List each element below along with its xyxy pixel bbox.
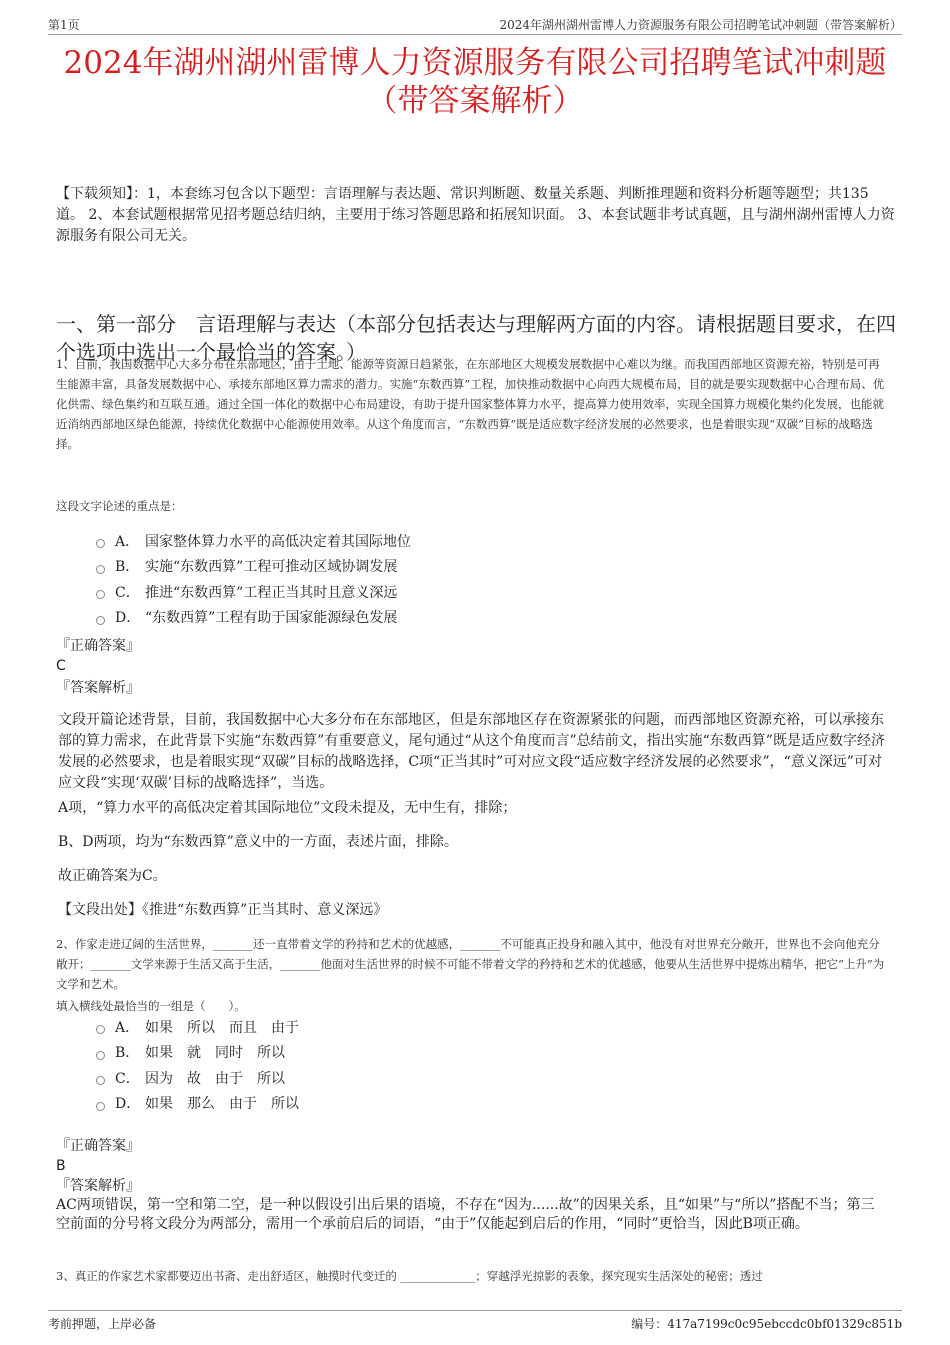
q1-answer: C (56, 658, 66, 674)
radio-icon[interactable] (96, 1025, 105, 1034)
radio-icon[interactable] (96, 565, 105, 574)
q2-analysis: AC两项错误，第一空和第二空，是一种以假设引出后果的语境，不存在“因为......故”的因果关系，且“如果”与“所以”搭配不当；第三空前面的分号将文段分为两部分，需用一个承前启后的词语，“由于”仅能起到启后的作用，“同时”更恰当，因此B项正确。 (56, 1197, 875, 1232)
q1-analysis-4: 故正确答案为C。 (58, 868, 167, 884)
footer-slogan: 考前押题，上岸必备 (48, 1317, 157, 1331)
q1-options (96, 528, 411, 630)
q1-answer-label: 『正确答案』 (56, 638, 140, 654)
q1-analysis-2: A项，“算力水平的高低决定着其国际地位”文段未提及，无中生有，排除； (58, 800, 517, 816)
q2-answer-label: 『正确答案』 (56, 1138, 140, 1154)
document-title (0, 44, 950, 120)
radio-icon[interactable] (96, 1102, 105, 1111)
q1-prompt: 这段文字论述的重点是： (56, 499, 183, 513)
q2-prompt: 填入横线处最恰当的一组是（ ）。 (56, 999, 246, 1013)
section-1-heading: 一、第一部分 言语理解与表达（本部分包括表达与理解两方面的内容。请根据题目要求，在四个选项中选出一个最恰当的答案。） (56, 312, 896, 364)
radio-icon[interactable] (96, 590, 105, 599)
q2-option-a[interactable]: A． 如果 所以 而且 由于 (96, 1014, 299, 1040)
radio-icon[interactable] (96, 539, 105, 548)
q2-option-b[interactable]: B． 如果 就 同时 所以 (96, 1040, 299, 1066)
q1-option-a[interactable]: A． 国家整体算力水平的高低决定着其国际地位 (96, 528, 411, 554)
q1-option-c[interactable]: C． 推进“东数西算”工程正当其时且意义深远 (96, 579, 411, 605)
q1-analysis-1: 文段开篇论述背景，目前，我国数据中心大多分布在东部地区，但是东部地区存在资源紧张的问题，而西部地区资源充裕，可以承接东部的算力需求，在此背景下实施“东数西算”有重要意义，尾句通过“从这个角度而言”总结前文，指出实施“东数西算”既是适应数字经济发展的必然要求，也是着眼实现“双碳”目标的战略选择，C项“正当其时”可对应文段“适应数字经济发展的必然要求”，“意义深远”可对应文段“实现‘双碳’目标的战略选择”，当选。 (58, 712, 885, 791)
q2-option-d[interactable]: D． 如果 那么 由于 所以 (96, 1091, 299, 1117)
q1-analysis-label: 『答案解析』 (56, 680, 140, 696)
radio-icon[interactable] (96, 1051, 105, 1060)
radio-icon[interactable] (96, 616, 105, 625)
title-line-2: （带答案解析） (366, 83, 584, 119)
header-doc-title: 2024年湖州湖州雷博人力资源服务有限公司招聘笔试冲刺题（带答案解析） (499, 18, 902, 32)
title-line-1: 2024年湖州湖州雷博人力资源服务有限公司招聘笔试冲刺题 (63, 45, 887, 81)
q1-passage: 1、目前，我国数据中心大多分布在东部地区，由于土地、能源等资源日趋紧张，在东部地区大规模发展数据中心难以为继。而我国西部地区资源充裕，特别是可再生能源丰富，具备发展数据中心、承接东部地区算力需求的潜力。实施“东数西算”工程，加快推动数据中心向西大规模布局，目的就是要实现数据中心合理布局、优化供需、绿色集约和互联互通。通过全国一体化的数据中心布局建设，有助于提升国家整体算力水平，提高算力使用效率，实现全国算力规模化集约化发展，也能就近消纳西部地区绿色能源，持续优化数据中心能源使用效率。从这个角度而言，“东数西算”既是适应数字经济发展的必然要求，也是着眼实现“双碳”目标的战略选择。 (56, 357, 885, 451)
radio-icon[interactable] (96, 1076, 105, 1085)
q2-analysis-label: 『答案解析』 (56, 1178, 140, 1194)
q1-option-b[interactable]: B． 实施“东数西算”工程可推动区域协调发展 (96, 554, 411, 580)
download-notice: 【下载须知】：1，本套练习包含以下题型：言语理解与表达题、常识判断题、数量关系题、判断推理题和资料分析题等题型；共135道。 2、本套试题根据常见招考题总结归纳，主要用于练习答题思路和拓展知识面。 3、本套试题非考试真题，且与湖州湖州雷博人力资源服务有限公司无关。 (56, 186, 895, 244)
q2-answer: B (56, 1158, 66, 1174)
footer-doc-id: 编号：417a7199c0c95ebccdc0bf01329c851b (631, 1317, 902, 1331)
q2-options (96, 1014, 299, 1116)
page-number: 第1页 (48, 18, 80, 32)
page-footer (48, 1310, 902, 1333)
page-header (48, 14, 902, 35)
q2-passage: 2、作家走进辽阔的生活世界，_______还一直带着文学的矜持和艺术的优越感，_______不可能真正投身和融入其中，他没有对世界充分敞开，世界也不会向他充分敞开；_______文学来源于生活又高于生活，_______他面对生活世界的时候不可能不带着文学的矜持和艺术的优越感，他要从生活世界中提炼出精华，把它“上升”为文学和艺术。 (56, 937, 885, 991)
q3-passage: 3、真正的作家艺术家都要迈出书斋、走出舒适区，触摸时代变迁的 _____________；穿越浮光掠影的表象，探究现实生活深处的秘密；透过 (56, 1269, 763, 1283)
q1-source: 【文段出处】《推进“东数西算”正当其时、意义深远》 (58, 902, 388, 918)
q1-analysis-3: B、D两项，均为“东数西算”意义中的一方面，表述片面，排除。 (58, 834, 458, 850)
q1-option-d[interactable]: D． “东数西算”工程有助于国家能源绿色发展 (96, 605, 411, 631)
q2-option-c[interactable]: C． 因为 故 由于 所以 (96, 1065, 299, 1091)
